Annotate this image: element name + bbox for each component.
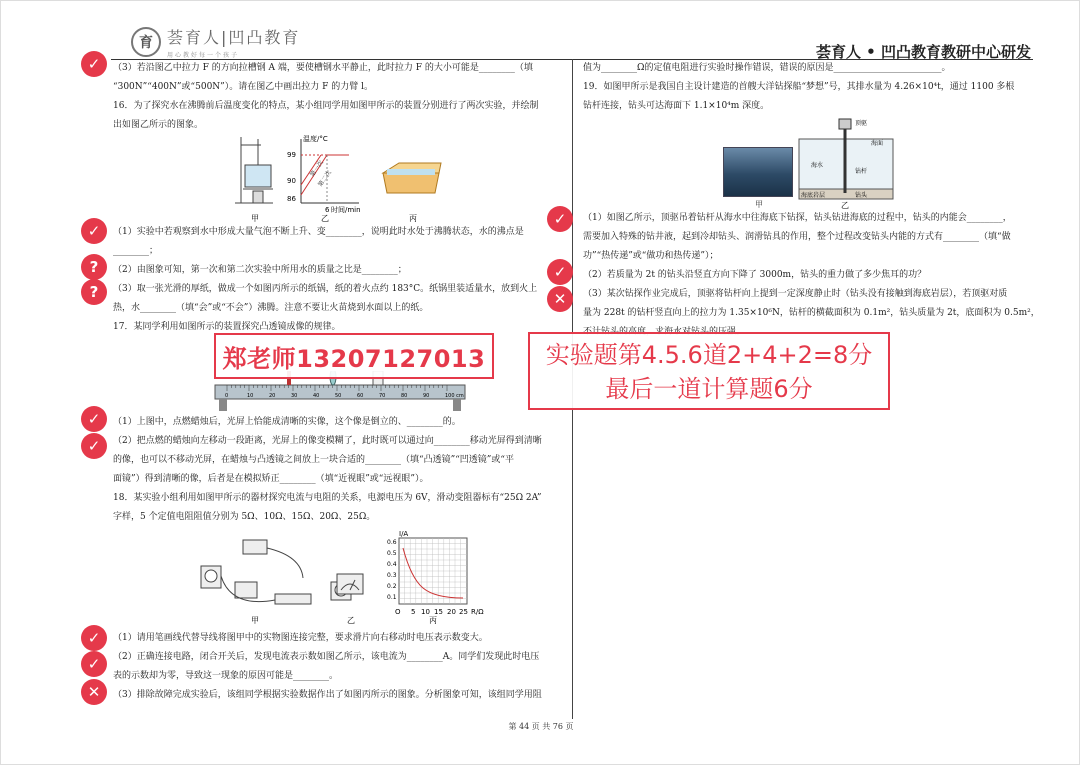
check-icon: ✓ <box>81 651 107 677</box>
header-title: 荟育人 • 凹凸教育教研中心研发 <box>815 43 1031 61</box>
text-line: （1）如图乙所示，顶驱吊着钻杆从海水中往海底下钻探，钻头钻进海底的过程中，钻头的内能会________， <box>583 213 1012 223</box>
brand-logo <box>131 25 300 59</box>
svg-text:钻头: 钻头 <box>855 192 868 199</box>
text-line: 值为________Ω的定值电阻进行实验时操作错误，错误的原因是________________________。 <box>583 63 951 73</box>
svg-text:第二次: 第二次 <box>316 169 333 189</box>
figure-16 <box>231 133 451 225</box>
svg-text:丙: 丙 <box>429 616 437 624</box>
current-resistance-graph <box>387 530 484 616</box>
score-note-line: 实验题第4.5.6道2+4+2=8分 <box>545 341 873 369</box>
text-line: （2）由图象可知，第一次和第二次实验中所用水的质量之比是________； <box>113 265 407 275</box>
ruler-label: 60 <box>357 393 364 399</box>
svg-text:25: 25 <box>459 608 468 616</box>
svg-text:海底岩层: 海底岩层 <box>801 192 826 199</box>
text-line: 钻杆连接，钻头可达海面下 1.1×10⁴m 深度。 <box>583 101 770 111</box>
check-icon: ✓ <box>81 433 107 459</box>
ruler-label: 50 <box>335 393 342 399</box>
text-line: 17．某同学利用如图所示的装置探究凸透镜成像的规律。 <box>113 322 341 332</box>
boiling-apparatus-figure <box>231 133 451 225</box>
ruler-label: 80 <box>401 393 408 399</box>
svg-text:0.1: 0.1 <box>387 594 397 601</box>
svg-text:86: 86 <box>287 195 296 203</box>
svg-text:甲: 甲 <box>251 616 259 624</box>
question-mark-icon: ? <box>81 279 107 305</box>
cross-icon: ✕ <box>547 286 573 312</box>
right-column <box>583 59 1038 116</box>
text-line: （1）上图中，点燃蜡烛后，光屏上恰能成清晰的实像，这个像是倒立的、________的。 <box>113 417 461 427</box>
text-line: （2）若质量为 2t 的钻头沿竖直方向下降了 3000m，钻头的重力做了多少焦耳的功？ <box>583 270 927 280</box>
svg-text:0.2: 0.2 <box>387 583 397 590</box>
ammeter-icon <box>337 574 363 594</box>
figure-18 <box>191 528 491 624</box>
svg-text:乙: 乙 <box>347 616 355 624</box>
score-note <box>528 332 890 410</box>
paper-pot-icon <box>383 163 441 193</box>
text-line: 16．为了探究水在沸腾前后温度变化的特点，某小组同学用如图甲所示的装置分别进行了两次实验，并绘制 <box>113 101 539 111</box>
q16-subquestions <box>113 223 565 337</box>
svg-text:甲: 甲 <box>251 214 259 223</box>
check-icon: ✓ <box>81 218 107 244</box>
text-line: 的像，也可以不移动光屏，在蜡烛与凸透镜之间放上一块合适的________（填“凸透镜”“凹透镜”或“平 <box>113 455 515 465</box>
svg-text:钻杆: 钻杆 <box>855 168 868 175</box>
logo-text: 荟育人|凹凸教育 <box>167 28 301 47</box>
check-icon: ✓ <box>81 406 107 432</box>
check-icon: ✓ <box>81 625 107 651</box>
text-line: 字样，5 个定值电阻阻值分别为 5Ω、10Ω、15Ω、20Ω、25Ω。 <box>113 512 376 522</box>
svg-text:10: 10 <box>421 608 430 616</box>
svg-text:99: 99 <box>287 151 296 159</box>
score-note-line: 最后一道计算题6分 <box>605 375 813 403</box>
text-line: （3）某次钻探作业完成后，顶驱将钻杆向上提到一定深度静止时（钻头没有接触到海底岩层），若顶驱对质 <box>583 289 1008 299</box>
text-line: （1）请用笔画线代替导线将图甲中的实物图连接完整，要求滑片向右移动时电压表示数变大。 <box>113 633 488 643</box>
text-line: 面镜”）得到清晰的像，后者是在模拟矫正________（填“近视眼”或“远视眼”）。 <box>113 474 429 484</box>
stand-icon <box>235 137 273 203</box>
svg-text:时间/min: 时间/min <box>331 206 361 214</box>
check-icon: ✓ <box>81 51 107 77</box>
svg-text:O: O <box>395 608 401 616</box>
q19-subquestions <box>583 209 1038 342</box>
logo-seal-icon: 育 <box>131 27 161 57</box>
q17-subquestions <box>113 413 565 527</box>
ruler-label: 90 <box>423 393 430 399</box>
drilling-ship-photo <box>723 147 793 197</box>
left-column <box>113 59 565 135</box>
teacher-contact-label: 郑老师13207127013 <box>214 333 494 379</box>
svg-text:第一次: 第一次 <box>308 159 325 179</box>
text-line: （3）取一张光滑的厚纸，做成一个如图丙所示的纸锅，纸的着火点约 183°C。纸锅里装适量水，放到火上 <box>113 284 538 294</box>
svg-text:顶驱: 顶驱 <box>855 120 868 127</box>
svg-text:海水: 海水 <box>811 162 824 169</box>
ruler-label: 40 <box>313 393 320 399</box>
text-line: （1）实验中若观察到水中形成大量气泡不断上升、变________，说明此时水处于沸腾状态，水的沸点是 <box>113 227 524 237</box>
svg-text:0.5: 0.5 <box>387 550 397 557</box>
ruler-label: 10 <box>247 393 254 399</box>
logo-slogan: 用心教好每一个孩子 <box>167 52 240 59</box>
question-mark-icon: ? <box>81 254 107 280</box>
circuit-apparatus-icon <box>201 540 351 604</box>
text-line: （3）排除故障完成实验后，该组同学根据实验数据作出了如图丙所示的图象。分析图象可知，该组同学用阻 <box>113 690 542 700</box>
temperature-graph <box>287 134 361 214</box>
text-line: “300N”“400N”或“500N”）。请在图乙中画出拉力 F 的力臂 l。 <box>113 82 373 92</box>
check-icon: ✓ <box>547 206 573 232</box>
svg-text:I/A: I/A <box>399 530 409 538</box>
svg-text:5: 5 <box>411 608 416 616</box>
svg-text:R/Ω: R/Ω <box>471 608 484 616</box>
svg-text:丙: 丙 <box>409 214 417 223</box>
svg-text:乙: 乙 <box>841 201 849 209</box>
ruler-label: 100 cm <box>445 393 464 399</box>
svg-text:20: 20 <box>447 608 456 616</box>
check-icon: ✓ <box>547 259 573 285</box>
ruler-label: 0 <box>225 393 229 399</box>
text-line: （3）若沿图乙中拉力 F 的方向拉槽钢 A 端，要使槽钢水平静止，此时拉力 F 的大小可能是________（填 <box>113 63 533 73</box>
ruler-label: 30 <box>291 393 298 399</box>
page-number: 第 44 页 共 76 页 <box>508 722 574 731</box>
text-line: 需要加入特殊的钻井液，起到冷却钻头、润滑钻具的作用，整个过程改变钻头内能的方式有________（填“做 <box>583 232 1011 242</box>
text-line: 出如图乙所示的图象。 <box>113 120 204 130</box>
text-line: （2）正确连接电路，闭合开关后，发现电流表示数如图乙所示，该电流为________A。同学们发现此时电压 <box>113 652 540 662</box>
svg-text:90: 90 <box>287 177 296 185</box>
text-line: 19．如图甲所示是我国自主设计建造的首艘大洋钻探船“梦想”号，其排水量为 4.26×10⁴t，通过 1100 多根 <box>583 82 1015 92</box>
text-line: 量为 228t 的钻杆竖直向上的拉力为 1.35×10⁶N，钻杆的横截面积为 0.1m²，钻头质量为 2t，底面积为 0.5m²， <box>583 308 1040 318</box>
svg-text:6: 6 <box>325 206 330 214</box>
svg-text:0.3: 0.3 <box>387 572 397 579</box>
text-line: 热，水________（填“会”或“不会”）沸腾。注意不要让火苗烧到水面以上的纸。 <box>113 303 429 313</box>
text-line: 18．某实验小组利用如图甲所示的器材探究电流与电阻的关系，电源电压为 6V，滑动变阻器标有“25Ω 2A” <box>113 493 542 503</box>
text-line: 功”“热传递”或“做功和热传递”）； <box>583 251 719 261</box>
text-line: 表的示数却为零，导致这一现象的原因可能是________。 <box>113 671 339 681</box>
ship-caption: 甲 <box>755 200 763 209</box>
q18-subquestions <box>113 629 565 705</box>
text-line: （2）把点燃的蜡烛向左移动一段距离，光屏上的像变模糊了，此时既可以通过向________移动光屏得到清晰 <box>113 436 542 446</box>
svg-text:0.4: 0.4 <box>387 561 397 568</box>
ruler-label: 20 <box>269 393 276 399</box>
graph-ylabel: 温度/°C <box>303 135 328 143</box>
svg-text:0.6: 0.6 <box>387 539 397 546</box>
svg-text:海面: 海面 <box>871 140 884 147</box>
ruler-label: 70 <box>379 393 386 399</box>
svg-text:乙: 乙 <box>321 214 329 223</box>
drilling-diagram <box>797 117 895 209</box>
svg-text:15: 15 <box>434 608 443 616</box>
text-line: ________； <box>113 246 159 256</box>
cross-icon: ✕ <box>81 679 107 705</box>
